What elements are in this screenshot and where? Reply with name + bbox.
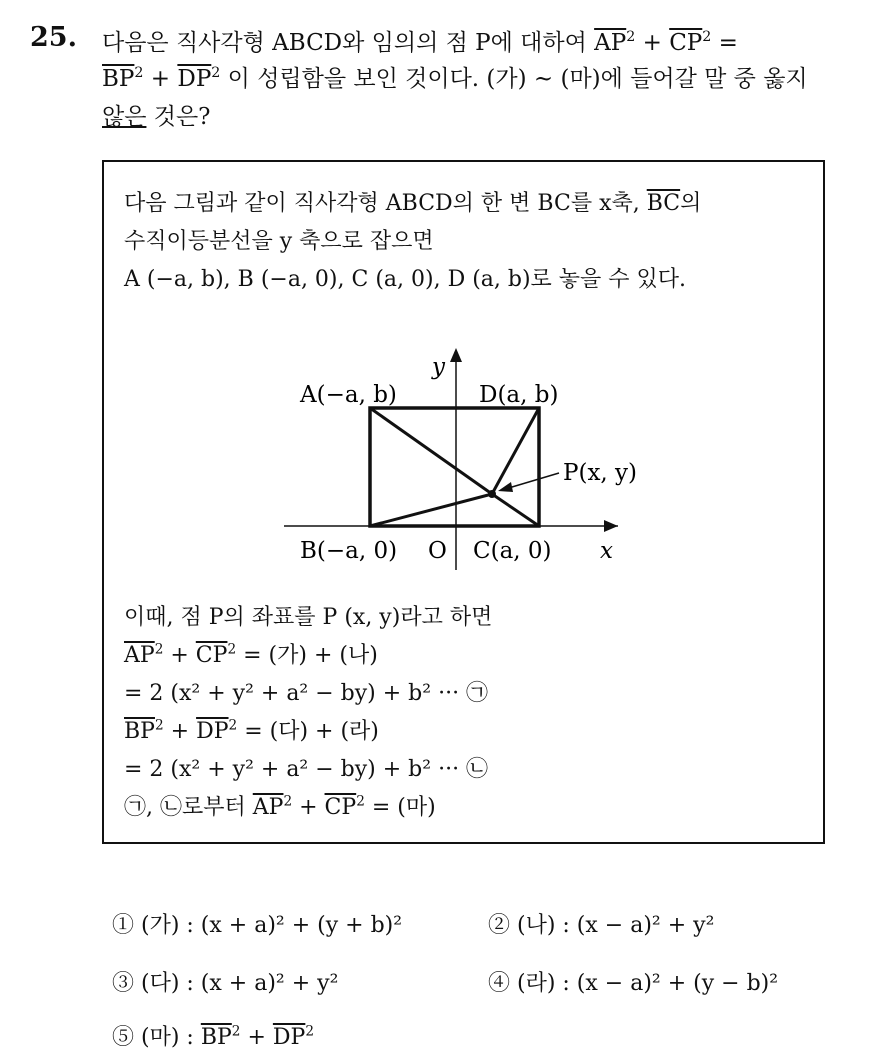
proof-box xyxy=(102,160,825,844)
choice-3[interactable]: ③ (다) : (x + a)² + y² xyxy=(112,971,339,996)
box-line-2: 수직이등분선을 y 축으로 잡으면 xyxy=(124,229,434,254)
equation-1 xyxy=(124,638,378,669)
plus-sign: + xyxy=(635,30,670,56)
label-b: B(−a, 0) xyxy=(300,538,398,564)
equation-3 xyxy=(124,714,379,745)
segment-bc: $\overline{BC}$ xyxy=(646,191,681,216)
plus-sign: + xyxy=(163,719,197,744)
choice-5-prefix: ⑤ (마) : xyxy=(112,1025,201,1050)
label-x-axis: x xyxy=(600,538,613,564)
equation-1-rhs: = (가) + (나) xyxy=(236,643,378,668)
square-exp: 2 xyxy=(227,641,237,658)
label-d: D(a, b) xyxy=(479,382,559,408)
question-text-3: 것은? xyxy=(146,104,211,130)
segment-bp: $\overline{BP}$ xyxy=(102,66,135,92)
square-exp: 2 xyxy=(228,717,238,734)
point-p xyxy=(488,490,496,498)
segment-cp: $\overline{CP}$ xyxy=(195,643,228,668)
plus-sign: + xyxy=(240,1025,273,1050)
choice-5[interactable] xyxy=(112,1020,314,1051)
equation-2: = 2 (x² + y² + a² − by) + b² ··· ㉠ xyxy=(124,681,489,706)
segment-dp: $\overline{DP}$ xyxy=(272,1025,306,1050)
x-axis-arrow-icon xyxy=(604,520,618,532)
question-line-3 xyxy=(102,98,211,131)
y-axis-arrow-icon xyxy=(450,348,462,362)
label-c: C(a, 0) xyxy=(473,538,552,564)
choice-4[interactable]: ④ (라) : (x − a)² + (y − b)² xyxy=(488,971,779,996)
square-exp: 2 xyxy=(154,717,164,734)
question-line-2 xyxy=(102,60,808,93)
square-exp: 2 xyxy=(231,1023,241,1040)
equation-4: = 2 (x² + y² + a² − by) + b² ··· ㉡ xyxy=(124,757,489,782)
box-text-1: 다음 그림과 같이 직사각형 ABCD의 한 변 BC를 x축, xyxy=(124,191,647,216)
segment-cp: $\overline{CP}$ xyxy=(669,30,703,56)
box-text-1-tail: 의 xyxy=(680,191,702,216)
rectangle-diagram xyxy=(104,162,823,582)
equation-5 xyxy=(124,790,436,821)
segment-ap-line xyxy=(370,408,492,494)
label-a: A(−a, b) xyxy=(300,382,397,408)
segment-dp: $\overline{DP}$ xyxy=(177,66,212,92)
segment-cp-line xyxy=(492,494,539,526)
segment-dp: $\overline{DP}$ xyxy=(196,719,229,744)
label-o: O xyxy=(428,538,447,564)
segment-ap: $\overline{AP}$ xyxy=(124,643,155,668)
square-exp: 2 xyxy=(134,65,144,82)
equals-sign: = xyxy=(711,30,738,56)
question-line-1 xyxy=(102,24,738,57)
question-text-1: 다음은 직사각형 ABCD와 임의의 점 P에 대하여 xyxy=(102,30,595,56)
square-exp: 2 xyxy=(211,65,221,82)
square-exp: 2 xyxy=(626,29,636,46)
plus-sign: + xyxy=(163,643,196,668)
segment-ap: $\overline{AP}$ xyxy=(594,30,627,56)
square-exp: 2 xyxy=(305,1023,315,1040)
question-number: 25. xyxy=(30,22,77,53)
square-exp: 2 xyxy=(702,29,712,46)
equation-3-rhs: = (다) + (라) xyxy=(237,719,379,744)
square-exp: 2 xyxy=(356,793,365,810)
box-line-3: A (−a, b), B (−a, 0), C (a, 0), D (a, b)로 놓을 수 있다. xyxy=(124,267,687,292)
choice-2[interactable]: ② (나) : (x − a)² + y² xyxy=(488,913,715,938)
segment-cp: $\overline{CP}$ xyxy=(324,795,357,820)
segment-bp-line xyxy=(370,494,492,526)
equation-5-rhs: = (마) xyxy=(364,795,436,820)
segment-bp: $\overline{BP}$ xyxy=(200,1025,232,1050)
box-line-4: 이때, 점 P의 좌표를 P (x, y)라고 하면 xyxy=(124,605,493,630)
p-pointer-arrow-icon xyxy=(498,482,513,492)
question-text-2: 이 성립함을 보인 것이다. (가) ~ (마)에 들어갈 말 중 옳지 xyxy=(220,66,808,92)
equation-5-prefix: ㉠, ㉡로부터 xyxy=(124,795,253,820)
square-exp: 2 xyxy=(283,793,293,810)
label-y-axis: y xyxy=(432,354,445,380)
underlined-word: 않은 xyxy=(102,104,147,130)
label-p: P(x, y) xyxy=(563,460,638,486)
square-exp: 2 xyxy=(154,641,164,658)
plus-sign: + xyxy=(292,795,325,820)
plus-sign: + xyxy=(143,66,178,92)
choice-1[interactable]: ① (가) : (x + a)² + (y + b)² xyxy=(112,913,403,938)
segment-bp: $\overline{BP}$ xyxy=(124,719,155,744)
segment-ap: $\overline{AP}$ xyxy=(252,795,284,820)
